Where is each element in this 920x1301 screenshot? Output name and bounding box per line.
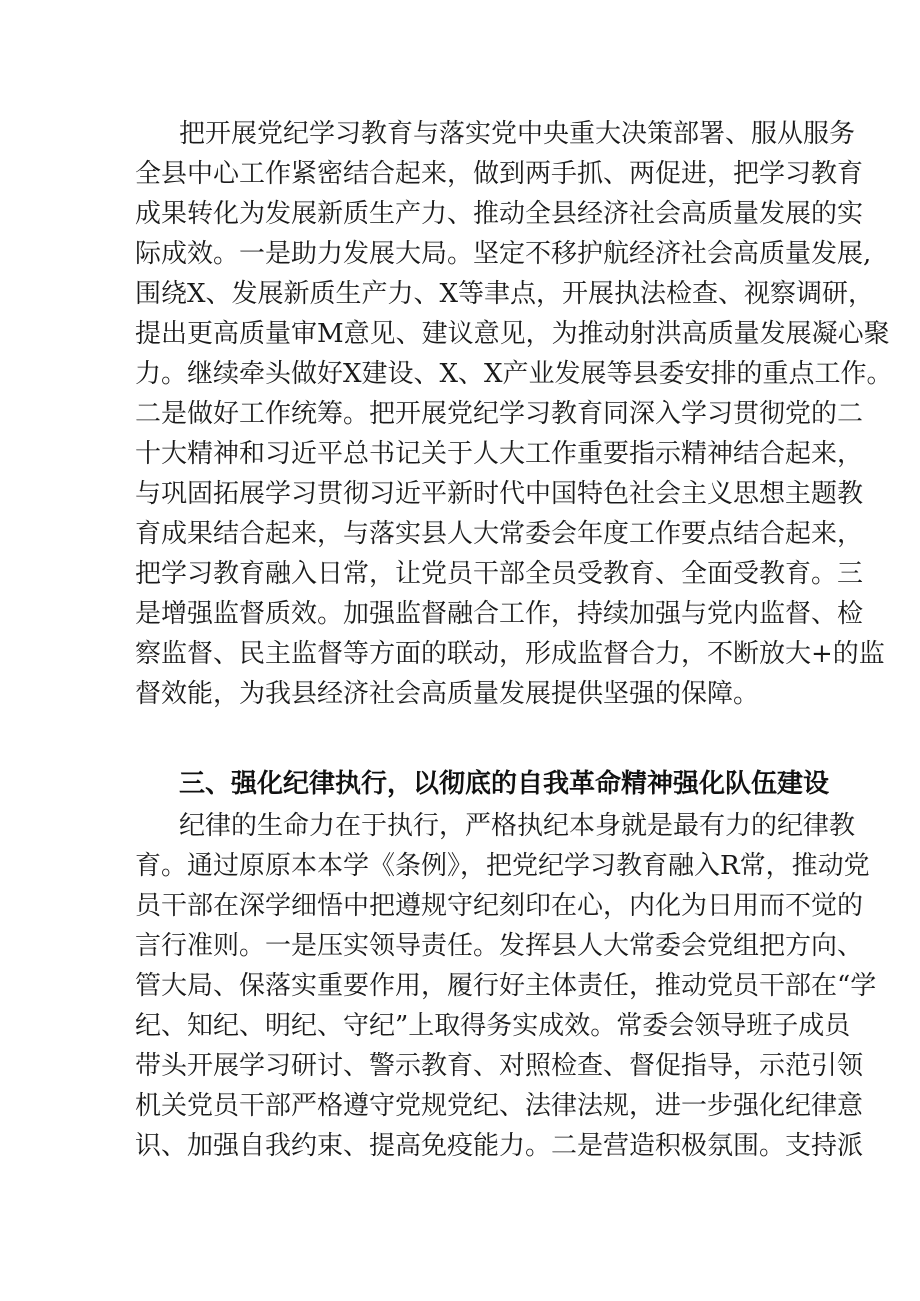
paragraph-line: 成果转化为发展新质生产力、推动全县经济社会高质量发展的实 xyxy=(135,199,864,229)
paragraph-line: 与巩固拓展学习贯彻习近平新时代中国特色社会主义思想主题教 xyxy=(135,479,864,509)
paragraph-line: 是增强监督质效。加强监督融合工作，持续加强与党内监督、检 xyxy=(135,599,864,629)
paragraph-1 xyxy=(135,114,893,714)
paragraph-line: 纪律的生命力在于执行，严格执纪本身就是最有力的纪律教 xyxy=(179,811,856,841)
paragraph-line: 员干部在深学细悟中把遵规守纪刻印在心，内化为日用而不觉的 xyxy=(135,891,864,921)
paragraph-line: 际成效。一是助力发展大局。坚定不移护航经济社会高质量发展, xyxy=(135,239,872,269)
paragraph-line: 纪、知纪、明纪、守纪”上取得务实成效。常委会领导班子成员 xyxy=(135,1011,851,1041)
paragraph-line: 督效能，为我县经济社会高质量发展提供坚强的保障。 xyxy=(135,679,760,709)
paragraph-line: 把开展党纪学习教育与落实党中央重大决策部署、服从服务 xyxy=(179,119,856,149)
paragraph-line: 提出更高质量审M意见、建议意见，为推动射洪高质量发展凝心聚 xyxy=(135,319,890,349)
paragraph-line: 十大精神和习近平总书记关于人大工作重要指示精神结合起来， xyxy=(135,439,864,469)
paragraph-line: 管大局、保落实重要作用，履行好主体责任，推动党员干部在“学 xyxy=(135,971,877,1001)
paragraph-2 xyxy=(135,806,877,1166)
paragraph-line: 育。通过原原本本学《条例》，把党纪学习教育融入R常，推动党 xyxy=(135,851,870,881)
paragraph-line: 机关党员干部严格遵守党规党纪、法律法规，进一步强化纪律意 xyxy=(135,1091,864,1121)
paragraph-line: 识、加强自我约束、提高免疫能力。二是营造积极氛围。支持派 xyxy=(135,1131,864,1161)
paragraph-line: 育成果结合起来，与落实县人大常委会年度工作要点结合起来， xyxy=(135,519,864,549)
paragraph-line: 带头开展学习研讨、警示教育、对照检查、督促指导，示范引领 xyxy=(135,1051,864,1081)
paragraph-line: 言行准则。一是压实领导责任。发挥县人大常委会党组把方向、 xyxy=(135,931,864,961)
paragraph-line: 二是做好工作统筹。把开展党纪学习教育同深入学习贯彻党的二 xyxy=(135,399,864,429)
paragraph-line: 察监督、民主监督等方面的联动，形成监督合力，不断放大+的监 xyxy=(135,639,885,669)
paragraph-line: 围绕X、发展新质生产力、X等聿点，开展执法检查、视察调研， xyxy=(135,279,875,309)
paragraph-line: 力。继续牵头做好X建设、X、X产业发展等县委安排的重点工作。 xyxy=(135,359,893,389)
paragraph-line: 把学习教育融入日常，让党员干部全员受教育、全面受教育。三 xyxy=(135,559,864,589)
paragraph-line: 全县中心工作紧密结合起来，做到两手抓、两促进，把学习教育 xyxy=(135,159,864,189)
section-heading-3: 三、强化纪律执行，以彻底的自我革命精神强化队伍建设 xyxy=(179,769,830,799)
